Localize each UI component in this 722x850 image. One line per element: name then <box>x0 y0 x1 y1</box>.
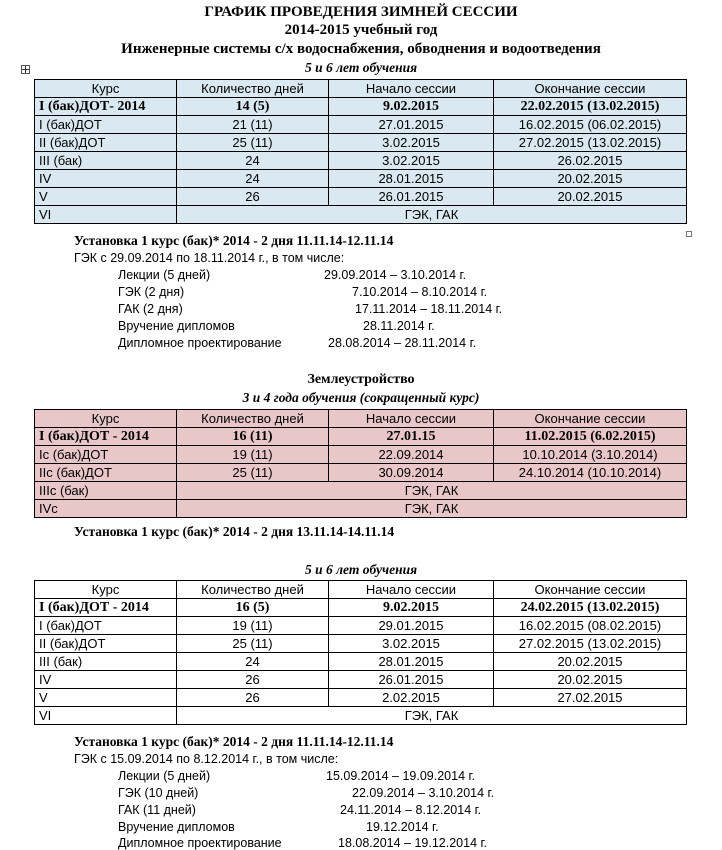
col-header-end: Окончание сессии <box>494 410 687 428</box>
col-header-days: Количество дней <box>177 581 329 599</box>
cell-days: 25 (11) <box>177 635 329 653</box>
table-row <box>35 188 687 206</box>
ustanovka-note: Установка 1 курс (бак)* 2014 - 2 дня 13.11.14-14.11.14 <box>74 524 395 539</box>
cell-start: 22.09.2014 <box>329 446 494 464</box>
cell-end: 27.02.2015 (13.02.2015) <box>494 635 687 653</box>
cell-course: IV <box>35 170 177 188</box>
cell-course: I (бак)ДОТ- 2014 <box>35 98 177 116</box>
cell-end: 16.02.2015 (06.02.2015) <box>494 116 687 134</box>
cell-days: 24 <box>177 152 329 170</box>
cell-course: Iс (бак)ДОТ <box>35 446 177 464</box>
table-row <box>35 152 687 170</box>
program-name: Инженерные системы с/х водоснабжения, обводнения и водоотведения <box>121 41 601 57</box>
detail-label: Дипломное проектирование <box>118 336 282 350</box>
cell-end: 27.02.2015 <box>494 689 687 707</box>
cell-merged: ГЭК, ГАК <box>177 482 687 500</box>
cell-end: 16.02.2015 (08.02.2015) <box>494 617 687 635</box>
col-header-end: Окончание сессии <box>494 581 687 599</box>
table-row <box>35 500 687 518</box>
detail-value: 22.09.2014 – 3.10.2014 г. <box>352 786 495 800</box>
cell-end: 27.02.2015 (13.02.2015) <box>494 134 687 152</box>
cell-days: 25 (11) <box>177 134 329 152</box>
cell-start: 28.01.2015 <box>329 653 494 671</box>
cell-start: 30.09.2014 <box>329 464 494 482</box>
cell-start: 3.02.2015 <box>329 152 494 170</box>
cell-days: 14 (5) <box>177 98 329 116</box>
table-row <box>35 116 687 134</box>
cell-end: 11.02.2015 (6.02.2015) <box>494 428 687 446</box>
cell-course: I (бак)ДОТ - 2014 <box>35 428 177 446</box>
cell-start: 26.01.2015 <box>329 671 494 689</box>
cell-end: 20.02.2015 <box>494 671 687 689</box>
cell-course: IIIс (бак) <box>35 482 177 500</box>
gek-intro: ГЭК с 15.09.2014 по 8.12.2014 г., в том числе: <box>74 752 339 766</box>
table-header-row <box>35 80 687 98</box>
schedule-table-section2 <box>34 409 687 518</box>
table-row <box>35 707 687 725</box>
cell-days: 16 (11) <box>177 428 329 446</box>
table-row <box>35 464 687 482</box>
cell-start: 28.01.2015 <box>329 170 494 188</box>
cell-days: 19 (11) <box>177 446 329 464</box>
cell-days: 19 (11) <box>177 617 329 635</box>
col-header-days: Количество дней <box>177 410 329 428</box>
detail-value: 15.09.2014 – 19.09.2014 г. <box>326 769 475 783</box>
table-move-handle-icon[interactable] <box>21 65 30 74</box>
cell-end: 24.10.2014 (10.10.2014) <box>494 464 687 482</box>
cell-course: III (бак) <box>35 653 177 671</box>
cell-course: I (бак)ДОТ - 2014 <box>35 599 177 617</box>
cell-days: 24 <box>177 170 329 188</box>
cell-days: 25 (11) <box>177 464 329 482</box>
col-header-end: Окончание сессии <box>494 80 687 98</box>
table-row <box>35 671 687 689</box>
detail-label: ГЭК (10 дней) <box>118 786 199 800</box>
col-header-course: Курс <box>35 410 177 428</box>
detail-value: 19.12.2014 г. <box>366 820 439 834</box>
cell-days: 21 (11) <box>177 116 329 134</box>
detail-label: Вручение дипломов <box>118 319 235 333</box>
table-row <box>35 134 687 152</box>
schedule-table-section1 <box>34 79 687 224</box>
table-row <box>35 689 687 707</box>
cell-course: VI <box>35 707 177 725</box>
gek-intro: ГЭК с 29.09.2014 по 18.11.2014 г., в том числе: <box>74 251 345 265</box>
cell-course: II (бак)ДОТ <box>35 635 177 653</box>
col-header-start: Начало сессии <box>329 80 494 98</box>
cell-merged: ГЭК, ГАК <box>177 707 687 725</box>
table-row <box>35 482 687 500</box>
cell-days: 16 (5) <box>177 599 329 617</box>
cell-course: IVс <box>35 500 177 518</box>
detail-label: Вручение дипломов <box>118 820 235 834</box>
cell-end: 20.02.2015 <box>494 653 687 671</box>
cell-end: 20.02.2015 <box>494 170 687 188</box>
detail-value: 17.11.2014 – 18.11.2014 г. <box>355 302 503 316</box>
col-header-start: Начало сессии <box>329 581 494 599</box>
section2-heading: Землеустройство <box>307 372 415 387</box>
col-header-course: Курс <box>35 581 177 599</box>
cell-end: 22.02.2015 (13.02.2015) <box>494 98 687 116</box>
table-row <box>35 599 687 617</box>
detail-value: 28.11.2014 г. <box>363 319 435 333</box>
table-row <box>35 98 687 116</box>
detail-label: ГЭК (2 дня) <box>118 285 185 299</box>
table-row <box>35 428 687 446</box>
cell-days: 26 <box>177 689 329 707</box>
cell-course: V <box>35 188 177 206</box>
cell-start: 27.01.15 <box>329 428 494 446</box>
cell-course: I (бак)ДОТ <box>35 116 177 134</box>
cell-course: V <box>35 689 177 707</box>
table-row <box>35 206 687 224</box>
section3-subtitle: 5 и 6 лет обучения <box>304 562 418 577</box>
detail-label: ГАК (11 дней) <box>118 803 196 817</box>
table-header-row <box>35 410 687 428</box>
table-row <box>35 170 687 188</box>
cell-course: I (бак)ДОТ <box>35 617 177 635</box>
schedule-table-section3 <box>34 580 687 725</box>
cell-course: VI <box>35 206 177 224</box>
cell-end: 26.02.2015 <box>494 152 687 170</box>
detail-label: Лекции (5 дней) <box>118 268 211 282</box>
cell-days: 26 <box>177 671 329 689</box>
col-header-start: Начало сессии <box>329 410 494 428</box>
table-row <box>35 617 687 635</box>
academic-year: 2014-2015 учебный год <box>284 22 438 38</box>
ustanovka-note: Установка 1 курс (бак)* 2014 - 2 дня 11.11.14-12.11.14 <box>74 734 394 749</box>
table-row <box>35 635 687 653</box>
detail-value: 18.08.2014 – 19.12.2014 г. <box>338 836 487 850</box>
cell-course: IIс (бак)ДОТ <box>35 464 177 482</box>
cell-course: III (бак) <box>35 152 177 170</box>
section2-subtitle: 3 и 4 года обучения (сокращенный курс) <box>242 390 480 405</box>
cell-start: 26.01.2015 <box>329 188 494 206</box>
cell-end: 20.02.2015 <box>494 188 687 206</box>
cell-start: 3.02.2015 <box>329 134 494 152</box>
detail-value: 28.08.2014 – 28.11.2014 г. <box>328 336 477 350</box>
cell-start: 3.02.2015 <box>329 635 494 653</box>
table-header-row <box>35 581 687 599</box>
cell-days: 24 <box>177 653 329 671</box>
col-header-course: Курс <box>35 80 177 98</box>
detail-label: Дипломное проектирование <box>118 836 282 850</box>
detail-label: ГАК (2 дня) <box>118 302 183 316</box>
detail-value: 24.11.2014 – 8.12.2014 г. <box>340 803 482 817</box>
ustanovka-note: Установка 1 курс (бак)* 2014 - 2 дня 11.11.14-12.11.14 <box>74 233 394 248</box>
cell-end: 24.02.2015 (13.02.2015) <box>494 599 687 617</box>
cell-end: 10.10.2014 (3.10.2014) <box>494 446 687 464</box>
section1-subtitle: 5 и 6 лет обучения <box>304 60 418 75</box>
table-row <box>35 653 687 671</box>
detail-value: 7.10.2014 – 8.10.2014 г. <box>352 285 488 299</box>
cell-start: 27.01.2015 <box>329 116 494 134</box>
cell-start: 2.02.2015 <box>329 689 494 707</box>
cell-merged: ГЭК, ГАК <box>177 206 687 224</box>
detail-value: 29.09.2014 – 3.10.2014 г. <box>324 268 467 282</box>
cell-days: 26 <box>177 188 329 206</box>
cell-start: 9.02.2015 <box>329 599 494 617</box>
cell-course: IV <box>35 671 177 689</box>
cell-course: II (бак)ДОТ <box>35 134 177 152</box>
document-title: ГРАФИК ПРОВЕДЕНИЯ ЗИМНЕЙ СЕССИИ <box>204 4 518 20</box>
table-resize-handle[interactable] <box>686 231 692 237</box>
col-header-days: Количество дней <box>177 80 329 98</box>
table-row <box>35 446 687 464</box>
cell-start: 29.01.2015 <box>329 617 494 635</box>
cell-start: 9.02.2015 <box>329 98 494 116</box>
cell-merged: ГЭК, ГАК <box>177 500 687 518</box>
detail-label: Лекции (5 дней) <box>118 769 211 783</box>
